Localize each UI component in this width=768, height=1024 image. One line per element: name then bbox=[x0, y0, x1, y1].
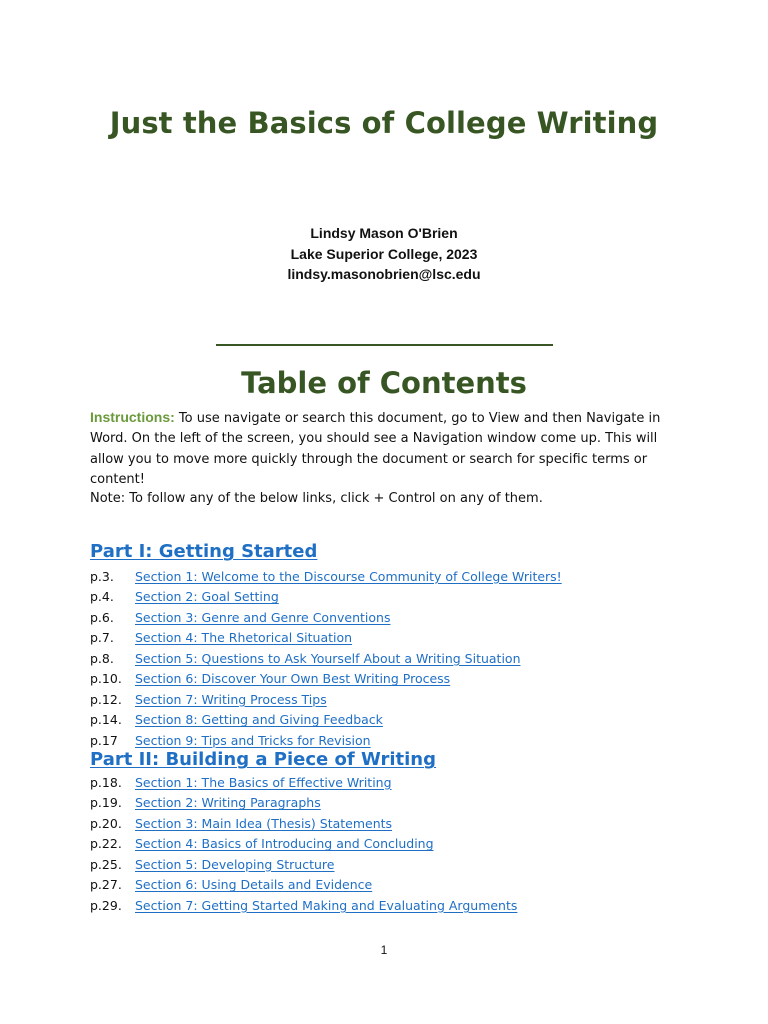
toc-section-link[interactable]: Section 6: Discover Your Own Best Writing Process bbox=[135, 671, 451, 687]
toc-entry bbox=[90, 730, 710, 751]
toc-entry bbox=[90, 587, 710, 608]
section-divider bbox=[216, 344, 553, 346]
toc-section-link[interactable]: Section 5: Developing Structure bbox=[135, 856, 335, 872]
document-title: Just the Basics of College Writing bbox=[109, 106, 659, 140]
instructions-paragraph bbox=[90, 407, 690, 491]
toc-section-link[interactable]: Section 2: Writing Paragraphs bbox=[135, 795, 321, 811]
toc-page-ref: p.19. bbox=[90, 795, 122, 811]
toc-entry bbox=[90, 607, 710, 628]
toc-section-link[interactable]: Section 7: Writing Process Tips bbox=[135, 691, 327, 707]
toc-section-link[interactable]: Section 9: Tips and Tricks for Revision bbox=[135, 732, 371, 748]
toc-heading: Table of Contents bbox=[241, 366, 527, 400]
toc-page-ref: p.22. bbox=[90, 836, 122, 852]
toc-entry bbox=[90, 669, 710, 690]
author-email: lindsy.masonobrien@lsc.edu bbox=[287, 266, 481, 282]
toc-page-ref: p.4. bbox=[90, 589, 114, 605]
toc-page-ref: p.14. bbox=[90, 712, 122, 728]
toc-entry bbox=[90, 793, 710, 814]
toc-page-ref: p.29. bbox=[90, 897, 122, 913]
toc-section-link[interactable]: Section 7: Getting Started Making and Evaluating Arguments bbox=[135, 897, 518, 913]
toc-page-ref: p.17 bbox=[90, 732, 118, 748]
toc-entry bbox=[90, 834, 710, 855]
instructions-label: Instructions: bbox=[90, 409, 175, 425]
instructions-text: To use navigate or search this document, go to View and then Navigate in Word. On the left of the screen, you should see a Navigation window come up. This will allow you to move more quickly through the document or search for specific terms or content! bbox=[90, 411, 661, 488]
toc-page-ref: p.25. bbox=[90, 856, 122, 872]
toc-entry bbox=[90, 813, 710, 834]
toc-entry bbox=[90, 854, 710, 875]
toc-page-ref: p.18. bbox=[90, 774, 122, 790]
toc-page-ref: p.10. bbox=[90, 671, 122, 687]
author-name: Lindsy Mason O'Brien bbox=[310, 225, 458, 241]
toc-entry bbox=[90, 628, 710, 649]
toc-page-ref: p.12. bbox=[90, 691, 122, 707]
toc-entry bbox=[90, 689, 710, 710]
toc-section-link[interactable]: Section 1: Welcome to the Discourse Community of College Writers! bbox=[135, 568, 562, 584]
toc-page-ref: p.20. bbox=[90, 815, 122, 831]
toc-entry bbox=[90, 772, 710, 793]
toc-section-link[interactable]: Section 3: Genre and Genre Conventions bbox=[135, 609, 391, 625]
note-text: Note: To follow any of the below links, click + Control on any of them. bbox=[90, 491, 543, 506]
toc-page-ref: p.8. bbox=[90, 650, 114, 666]
toc-entry bbox=[90, 895, 710, 916]
toc-page-ref: p.6. bbox=[90, 609, 114, 625]
author-block bbox=[0, 223, 768, 285]
toc-entry bbox=[90, 710, 710, 731]
toc-page-ref: p.7. bbox=[90, 630, 114, 646]
toc-section-link[interactable]: Section 2: Goal Setting bbox=[135, 589, 279, 605]
part-1-heading-link[interactable]: Part I: Getting Started bbox=[90, 541, 318, 562]
toc-entry bbox=[90, 566, 710, 587]
part-2-toc-list bbox=[90, 772, 710, 916]
toc-page-ref: p.3. bbox=[90, 568, 114, 584]
toc-entry bbox=[90, 875, 710, 896]
toc-section-link[interactable]: Section 6: Using Details and Evidence bbox=[135, 877, 373, 893]
part-2-heading-link[interactable]: Part II: Building a Piece of Writing bbox=[90, 749, 437, 770]
toc-section-link[interactable]: Section 4: The Rhetorical Situation bbox=[135, 630, 353, 646]
toc-section-link[interactable]: Section 3: Main Idea (Thesis) Statements bbox=[135, 815, 393, 831]
toc-section-link[interactable]: Section 4: Basics of Introducing and Concluding bbox=[135, 836, 434, 852]
toc-section-link[interactable]: Section 5: Questions to Ask Yourself About a Writing Situation bbox=[135, 650, 521, 666]
toc-entry bbox=[90, 648, 710, 669]
page-number: 1 bbox=[380, 943, 388, 957]
toc-page-ref: p.27. bbox=[90, 877, 122, 893]
toc-section-link[interactable]: Section 1: The Basics of Effective Writing bbox=[135, 774, 392, 790]
toc-section-link[interactable]: Section 8: Getting and Giving Feedback bbox=[135, 712, 383, 728]
part-1-toc-list bbox=[90, 566, 710, 751]
author-institution: Lake Superior College, 2023 bbox=[290, 245, 478, 262]
